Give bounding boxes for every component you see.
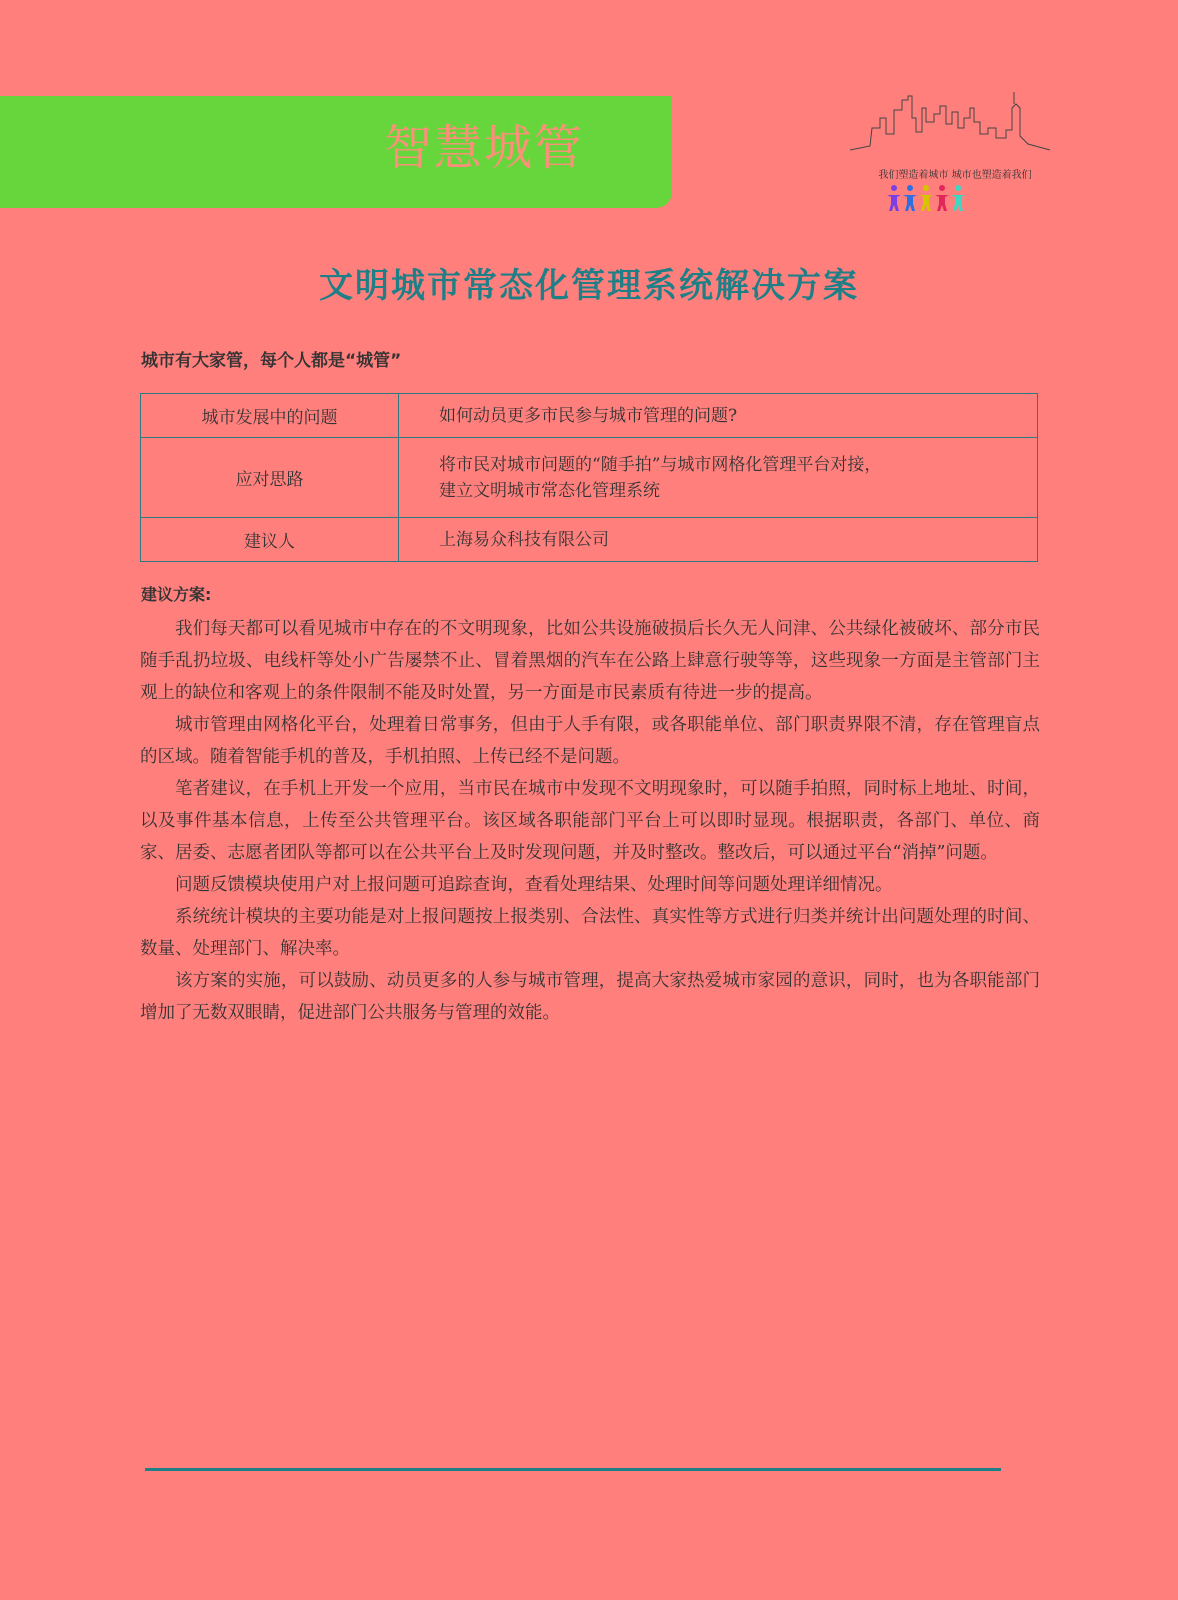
table-cell-value: 上海易众科技有限公司 xyxy=(399,518,1038,562)
table-cell-label: 建议人 xyxy=(141,518,399,562)
proposal-heading: 建议方案: xyxy=(141,585,212,604)
people-chain-icon xyxy=(850,184,1060,214)
person-figure-icon xyxy=(935,185,949,211)
paragraph: 问题反馈模块使用户对上报问题可追踪查询，查看处理结果、处理时间等问题处理详细情况。 xyxy=(175,875,893,895)
paragraph: 该方案的实施，可以鼓励、动员更多的人参与城市管理，提高大家热爱城市家园的意识，同时，也为各职能部门增加了无数双眼睛，促进部门公共服务与管理的效能。 xyxy=(140,971,1040,1023)
logo-slogan: 我们塑造着城市 城市也塑造着我们 xyxy=(878,170,1032,181)
paragraph: 城市管理由网格化平台，处理着日常事务，但由于人手有限，或各职能单位、部门职责界限不清，存在管理盲点的区域。随着智能手机的普及，手机拍照、上传已经不是问题。 xyxy=(140,715,1040,767)
paragraph: 我们每天都可以看见城市中存在的不文明现象，比如公共设施破损后长久无人问津、公共绿化被破坏、部分市民随手乱扔垃圾、电线杆等处小广告屡禁不止、冒着黑烟的汽车在公路上肆意行驶等等，这些现象一方面是主管部门主观上的缺位和客观上的条件限制不能及时处置，另一方面是市民素质有待进一步的提高。 xyxy=(140,619,1040,703)
paragraph: 系统统计模块的主要功能是对上报问题按上报类别、合法性、真实性等方式进行归类并统计出问题处理的时间、数量、处理部门、解决率。 xyxy=(140,907,1040,959)
table-cell-line: 建立文明城市常态化管理系统 xyxy=(439,480,660,501)
person-figure-icon xyxy=(887,185,901,211)
subtitle: 城市有大家管，每个人都是“城管” xyxy=(141,351,402,371)
table-cell-line: 将市民对城市问题的“随手拍”与城市网格化管理平台对接， xyxy=(439,454,882,475)
table-cell-label: 城市发展中的问题 xyxy=(141,394,399,438)
info-table xyxy=(140,393,1038,562)
table-row xyxy=(141,438,1038,518)
skyline-icon xyxy=(850,88,1060,168)
city-logo xyxy=(850,88,1060,218)
proposal-body xyxy=(140,613,1040,1029)
paragraph: 笔者建议，在手机上开发一个应用，当市民在城市中发现不文明现象时，可以随手拍照，同时标上地址、时间，以及事件基本信息，上传至公共管理平台。该区域各职能部门平台上可以即时显现。根据职责，各部门、单位、商家、居委、志愿者团队等都可以在公共平台上及时发现问题，并及时整改。整改后，可以通过平台“消掉”问题。 xyxy=(140,779,1040,863)
table-cell-value: 如何动员更多市民参与城市管理的问题? xyxy=(399,394,1038,438)
section-label: 智慧城管 xyxy=(384,120,585,176)
person-figure-icon xyxy=(951,185,965,211)
table-row xyxy=(141,518,1038,562)
table-cell-value xyxy=(399,438,1038,518)
page-title: 文明城市常态化管理系统解决方案 xyxy=(319,266,859,306)
person-figure-icon xyxy=(903,185,917,211)
person-figure-icon xyxy=(919,185,933,211)
table-row xyxy=(141,394,1038,438)
table-cell-label: 应对思路 xyxy=(141,438,399,518)
footer-divider xyxy=(145,1468,1001,1471)
